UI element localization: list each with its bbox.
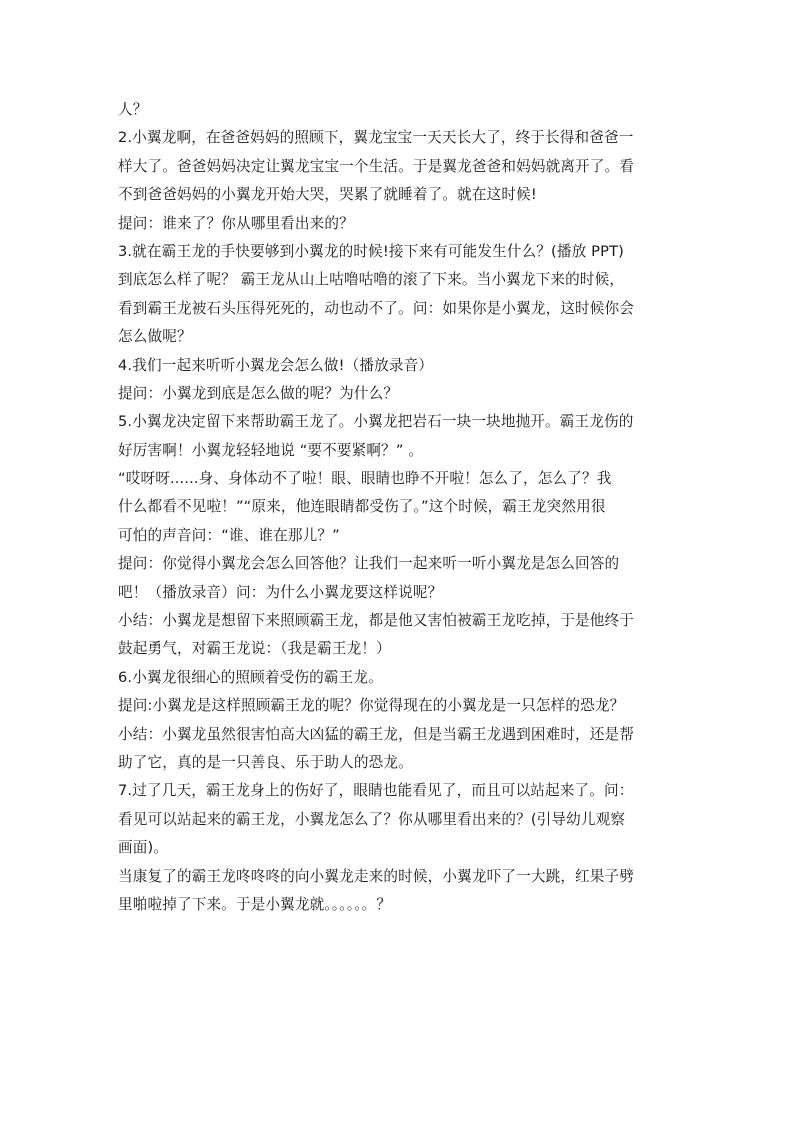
text-line: 里啪啦掉了下来。于是小翼龙就。。。。。。？	[118, 895, 392, 913]
text-line: 4.我们一起来听听小翼龙会怎么做!（播放录音）	[118, 356, 434, 374]
text-line: 6.小翼龙很细心的照顾着受伤的霸王龙。	[118, 668, 383, 686]
text-line: 3.就在霸王龙的手快要够到小翼龙的时候!接下来有可能发生什么？(播放 PPT)	[118, 242, 624, 260]
text-line: 提问：小翼龙到底是怎么做的呢？为什么？	[118, 384, 399, 402]
text-line: 小结：小翼龙虽然很害怕高大凶猛的霸王龙，但是当霸王龙遇到困难时，还是帮	[118, 725, 635, 743]
text-line: 样大了。爸爸妈妈决定让翼龙宝宝一个生活。于是翼龙爸爸和妈妈就离开了。看	[118, 157, 635, 175]
text-line: 可怕的声音问：“谁、谁在那儿？”	[118, 526, 340, 544]
text-line: 7.过了几天，霸王龙身上的伤好了，眼睛也能看见了，而且可以站起来了。问：	[118, 782, 634, 800]
text-line: 吧！（播放录音）问：为什么小翼龙要这样说呢？	[118, 583, 443, 601]
text-line: 当康复了的霸王龙咚咚咚的向小翼龙走来的时候，小翼龙吓了一大跳，红果子劈	[118, 867, 635, 885]
document-body	[118, 96, 678, 919]
text-line: 到底怎么样了呢？ 霸王龙从山上咕噜咕噜的滚了下来。当小翼龙下来的时候，	[118, 271, 625, 289]
text-line: 2.小翼龙啊，在爸爸妈妈的照顾下，翼龙宝宝一天天长大了，终于长得和爸爸一	[118, 129, 634, 147]
text-line: 提问：你觉得小翼龙会怎么回答他？让我们一起来听一听小翼龙是怎么回答的	[118, 555, 620, 573]
text-line: 提问:小翼龙是这样照顾霸王龙的呢？你觉得现在的小翼龙是一只怎样的恐龙？	[118, 697, 625, 715]
text-line: 看见可以站起来的霸王龙，小翼龙怎么了？你从哪里看出来的？(引导幼儿观察	[118, 810, 626, 828]
text-line: 什么都看不见啦！”“原来，他连眼睛都受伤了。”这个时候，霸王龙突然用很	[118, 498, 606, 516]
text-line: 画面)。	[118, 839, 169, 857]
text-line: 看到霸王龙被石头压得死死的，动也动不了。问：如果你是小翼龙，这时候你会	[118, 299, 635, 317]
text-line: 鼓起勇气，对霸王龙说：（我是霸王龙！）	[118, 640, 391, 658]
text-line: 5.小翼龙决定留下来帮助霸王龙了。小翼龙把岩石一块一块地抛开。霸王龙伤的	[118, 413, 634, 431]
text-line: 小结：小翼龙是想留下来照顾霸王龙，都是他又害怕被霸王龙吃掉，于是他终于	[118, 612, 635, 630]
text-line: “哎呀呀......身、身体动不了啦！眼、眼睛也睁不开啦！怎么了，怎么了？我	[118, 470, 612, 488]
text-line: 人？	[118, 101, 148, 118]
text-line: 助了它，真的是一只善良、乐于助人的恐龙。	[118, 753, 413, 771]
text-line: 不到爸爸妈妈的小翼龙开始大哭，哭累了就睡着了。就在这时候!	[118, 186, 537, 204]
text-line: 提问：谁来了？你从哪里看出来的？	[118, 214, 354, 232]
text-line: 好厉害啊！小翼龙轻轻地说 “要不要紧啊？” 。	[118, 441, 424, 459]
text-line: 怎么做呢？	[118, 328, 192, 346]
